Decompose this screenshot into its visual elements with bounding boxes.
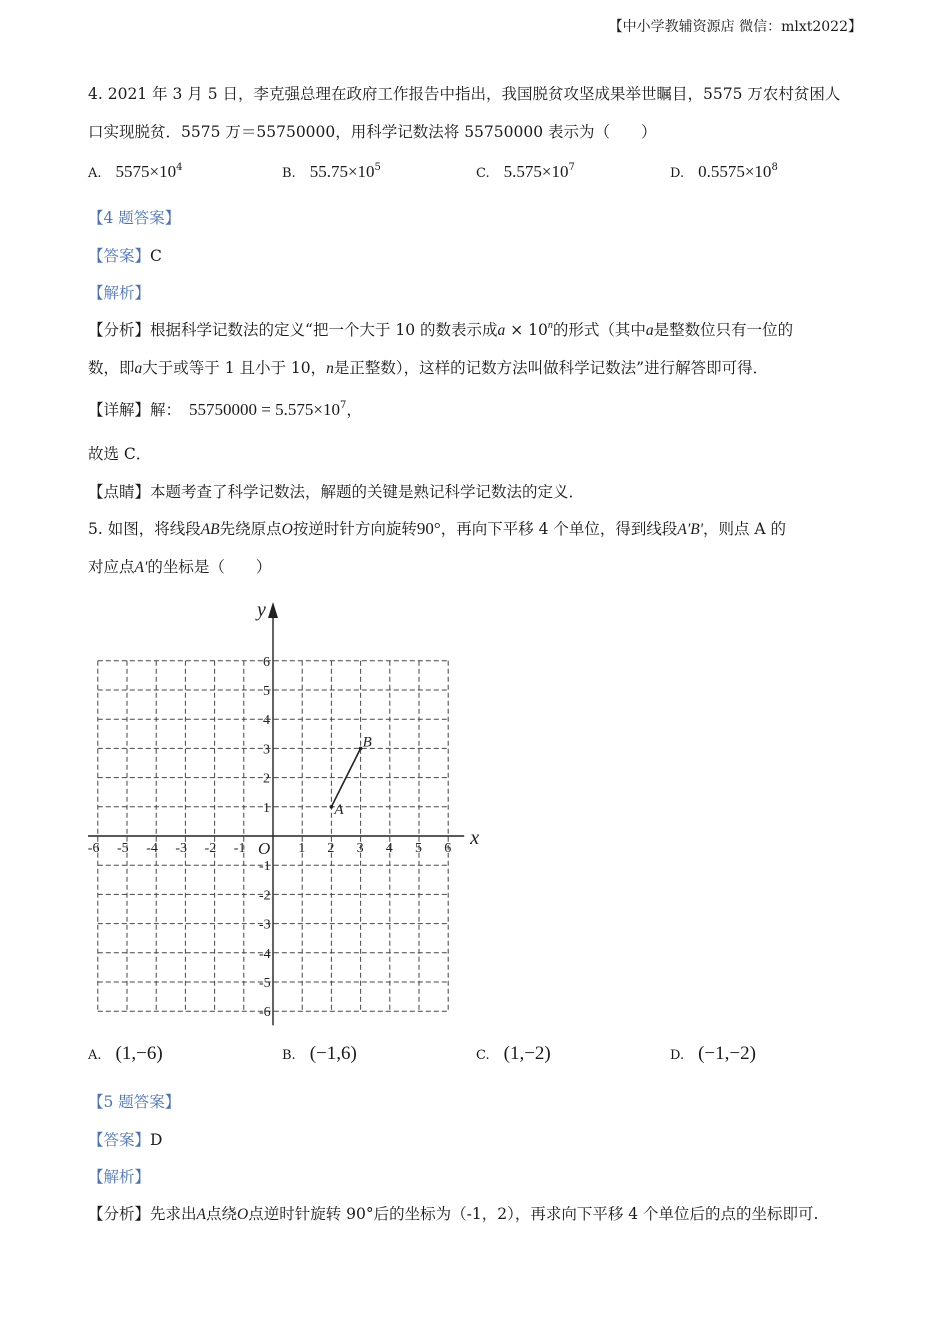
point-a bbox=[330, 805, 334, 809]
fenxi-text: 根据科学记数法的定义“把一个大于 10 的数表示成 bbox=[150, 321, 498, 339]
option-letter: B. bbox=[282, 166, 296, 181]
stem-text: 的坐标是（ ） bbox=[147, 558, 272, 576]
point-a-prime: A' bbox=[134, 559, 148, 576]
option-mantissa: 55.75×10 bbox=[309, 162, 375, 181]
option-exponent: 4 bbox=[176, 162, 183, 173]
q4-answer-header: 【4 题答案】 bbox=[88, 209, 181, 227]
q4-xiangjie bbox=[88, 398, 362, 420]
option-value: (−1,6) bbox=[309, 1043, 357, 1064]
q5-option-a bbox=[88, 1043, 163, 1065]
fenxi-text: 先求出 bbox=[150, 1205, 197, 1223]
fenxi-text: 大于或等于 1 且小于 10， bbox=[142, 359, 327, 377]
origin-o: O bbox=[237, 1206, 249, 1223]
q4-dianjing bbox=[88, 480, 584, 502]
option-value: (−1,−2) bbox=[698, 1043, 756, 1064]
var-a: a bbox=[134, 360, 143, 377]
q5-stem-line1 bbox=[88, 517, 786, 539]
q4-conclusion: 故选 C． bbox=[88, 445, 152, 463]
xiangjie-prefix: 解： bbox=[150, 401, 182, 419]
x-tick-label: -4 bbox=[146, 841, 158, 856]
answer-label: 【答案】 bbox=[88, 1131, 151, 1149]
x-tick-label: 6 bbox=[444, 841, 452, 856]
fenxi-text: 的形式（其中 bbox=[552, 321, 646, 339]
stem-text: ，则点 A 的 bbox=[703, 520, 787, 538]
q4-option-d bbox=[670, 162, 778, 182]
var-a: a bbox=[645, 322, 654, 339]
q4-analysis-header: 【解析】 bbox=[88, 284, 151, 302]
xiangjie-exponent: 7 bbox=[339, 400, 347, 411]
fenxi-label: 【分析】 bbox=[88, 321, 151, 339]
x-tick-label: -1 bbox=[233, 841, 246, 856]
option-exponent: 5 bbox=[374, 162, 381, 173]
axes bbox=[88, 599, 479, 1025]
y-axis-arrow bbox=[268, 602, 278, 618]
option-mantissa: 5575×10 bbox=[115, 162, 177, 181]
fenxi-text: 是正整数），这样的记数方法叫做科学记数法”进行解答即可得． bbox=[333, 359, 769, 377]
point-a-label: A bbox=[334, 801, 344, 818]
q4-fenxi-line1 bbox=[88, 318, 793, 340]
y-tick-label: -2 bbox=[259, 888, 271, 904]
stem-text: 5. 如图，将线段 bbox=[88, 520, 201, 538]
x-axis-label: x bbox=[470, 827, 480, 849]
fenxi-text: 数，即 bbox=[88, 359, 135, 377]
dianjing-text: 本题考查了科学记数法，解题的关键是熟记科学记数法的定义． bbox=[150, 483, 585, 501]
answer-value: C bbox=[150, 247, 162, 265]
q5-answer-header: 【5 题答案】 bbox=[88, 1093, 181, 1111]
y-tick-label: 4 bbox=[263, 713, 270, 729]
segment-ab: AB bbox=[200, 521, 220, 538]
x-tick-label: 5 bbox=[415, 841, 422, 856]
formula-n: n bbox=[547, 320, 553, 331]
x-tick-label: 3 bbox=[356, 841, 364, 856]
xiangjie-suffix: ， bbox=[346, 401, 362, 419]
stem-text: 先绕原点 bbox=[219, 520, 282, 538]
fenxi-text: 点绕 bbox=[206, 1205, 238, 1223]
option-letter: D. bbox=[670, 1048, 685, 1063]
fenxi-label: 【分析】 bbox=[88, 1205, 151, 1223]
q5-fenxi bbox=[88, 1202, 818, 1224]
option-letter: A. bbox=[88, 166, 102, 181]
q5-option-d bbox=[670, 1043, 756, 1065]
var-n: n bbox=[326, 360, 334, 377]
answer-label: 【答案】 bbox=[88, 247, 151, 265]
q4-option-b bbox=[282, 162, 381, 182]
option-exponent: 7 bbox=[568, 162, 575, 173]
fenxi-text: 是整数位只有一位的 bbox=[653, 321, 794, 339]
angle: 90° bbox=[416, 519, 441, 538]
x-tick-label: -5 bbox=[117, 841, 129, 856]
y-tick-label: 3 bbox=[263, 742, 270, 758]
dianjing-label: 【点睛】 bbox=[88, 483, 151, 501]
q4-option-a bbox=[88, 162, 183, 182]
formula-a: a bbox=[497, 322, 506, 339]
x-tick-label: -2 bbox=[204, 841, 217, 856]
segment-ab-group bbox=[330, 734, 372, 817]
point-a: A bbox=[196, 1206, 206, 1223]
option-value: (1,−2) bbox=[503, 1043, 551, 1064]
y-tick-label: 6 bbox=[263, 654, 270, 670]
xiangjie-label: 【详解】 bbox=[88, 401, 151, 419]
xiangjie-math: 55750000 = 5.575×10 bbox=[189, 400, 340, 419]
y-tick-label: 2 bbox=[263, 771, 270, 787]
option-letter: A. bbox=[88, 1048, 102, 1063]
x-tick-label: 4 bbox=[385, 841, 393, 856]
origin-label: O bbox=[258, 839, 271, 858]
fenxi-text: 点逆时针旋转 90°后的坐标为（-1，2），再求向下平移 4 个单位后的点的坐标即可. bbox=[248, 1205, 819, 1223]
q4-answer bbox=[88, 244, 162, 266]
stem-text: 按逆时针方向旋转 bbox=[292, 520, 417, 538]
q5-option-b bbox=[282, 1043, 357, 1065]
x-tick-label: -6 bbox=[87, 841, 100, 856]
option-exponent: 8 bbox=[771, 162, 778, 173]
answer-value: D bbox=[150, 1131, 163, 1149]
y-axis-label: y bbox=[257, 599, 266, 621]
formula-mid: × 10 bbox=[505, 321, 548, 339]
tick-labels bbox=[88, 655, 451, 1020]
segment-ab-prime: A'B' bbox=[677, 521, 703, 538]
y-tick-label: 5 bbox=[263, 684, 270, 699]
q4-stem-line1: 4. 2021 年 3 月 5 日，李克强总理在政府工作报告中指出，我国脱贫攻坚成果举世瞩目，5575 万农村贫困人 bbox=[88, 85, 841, 103]
q5-option-c bbox=[476, 1043, 551, 1065]
option-letter: C. bbox=[476, 166, 490, 181]
option-mantissa: 0.5575×10 bbox=[698, 162, 772, 181]
q4-fenxi-line2 bbox=[88, 356, 768, 378]
option-letter: D. bbox=[670, 166, 685, 181]
q5-stem-line2 bbox=[88, 555, 271, 577]
q4-stem-line2: 口实现脱贫．5575 万＝55750000，用科学记数法将 55750000 表示为（ ） bbox=[88, 123, 657, 141]
y-tick-label: -6 bbox=[259, 1005, 271, 1021]
y-tick-label: -4 bbox=[259, 946, 271, 962]
q5-answer bbox=[88, 1128, 162, 1150]
stem-text: 对应点 bbox=[88, 558, 135, 576]
x-tick-label: -3 bbox=[175, 841, 188, 856]
stem-text: ，再向下平移 4 个单位，得到线段 bbox=[440, 520, 678, 538]
option-letter: B. bbox=[282, 1048, 296, 1063]
option-letter: C. bbox=[476, 1048, 490, 1063]
x-tick-label: 2 bbox=[327, 841, 335, 856]
q5-analysis-header: 【解析】 bbox=[88, 1168, 151, 1186]
y-tick-label: -5 bbox=[259, 976, 271, 991]
point-b-label: B bbox=[362, 734, 372, 751]
origin-o: O bbox=[281, 521, 293, 538]
y-tick-label: -3 bbox=[259, 917, 271, 933]
y-tick-label: 1 bbox=[263, 800, 270, 816]
option-value: (1,−6) bbox=[115, 1043, 163, 1064]
y-tick-label: -1 bbox=[259, 859, 271, 875]
x-tick-label: 1 bbox=[298, 841, 306, 856]
watermark: 【中小学教辅资源店 微信：mlxt2022】 bbox=[608, 19, 862, 35]
q4-option-c bbox=[476, 162, 575, 182]
coordinate-graph bbox=[80, 596, 500, 1036]
option-mantissa: 5.575×10 bbox=[503, 162, 569, 181]
